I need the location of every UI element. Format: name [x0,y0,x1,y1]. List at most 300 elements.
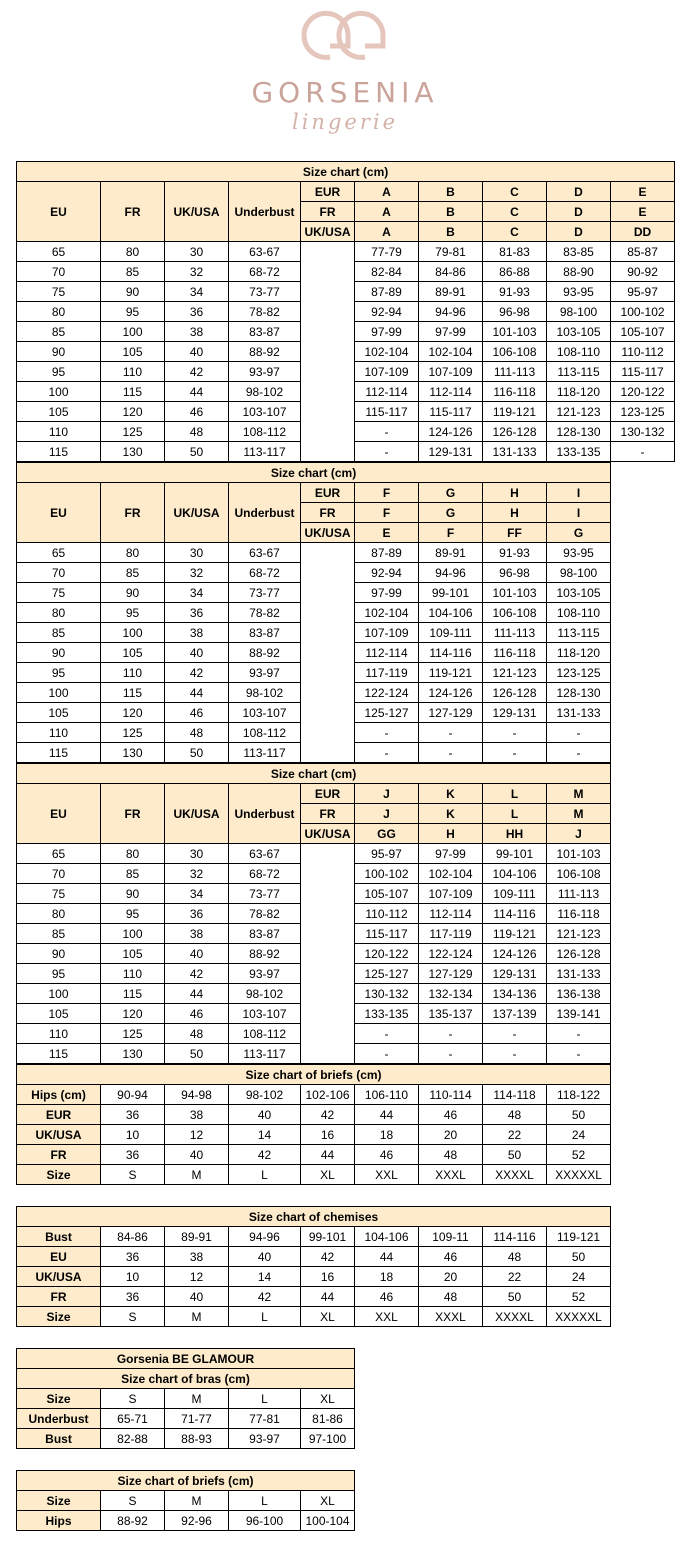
data-cell: - [355,743,419,763]
cup-size: A [355,222,419,242]
data-cell: 34 [165,884,229,904]
data-cell: 99-101 [419,583,483,603]
data-cell: 38 [165,1105,229,1125]
spacer-cell [301,964,355,984]
data-cell: 90 [101,282,165,302]
data-cell: 48 [419,1287,483,1307]
data-cell: 14 [229,1267,301,1287]
data-cell: 102-104 [355,603,419,623]
table-title: Size chart of bras (cm) [17,1369,355,1389]
data-cell: 77-81 [229,1409,301,1429]
data-cell: 114-118 [483,1085,547,1105]
cup-size: E [611,202,675,222]
data-cell: 136-138 [547,984,611,1004]
data-cell: 36 [165,302,229,322]
cup-size: I [547,483,611,503]
data-cell: 78-82 [229,603,301,623]
data-cell: 115-117 [611,362,675,382]
data-cell: 116-118 [483,382,547,402]
data-cell: 79-81 [419,242,483,262]
data-cell: 22 [483,1267,547,1287]
data-cell: - [483,1044,547,1064]
data-cell: 92-94 [355,302,419,322]
table-title: Size chart of briefs (cm) [17,1065,611,1085]
data-cell: XXL [355,1165,419,1185]
data-cell: 32 [165,262,229,282]
data-cell: 120 [101,402,165,422]
data-cell: 115 [101,683,165,703]
data-cell: 137-139 [483,1004,547,1024]
data-cell: 40 [165,1145,229,1165]
data-cell: 95-97 [611,282,675,302]
column-header: Underbust [229,182,301,242]
data-cell: 131-133 [483,442,547,462]
data-cell: 44 [355,1247,419,1267]
data-cell: 119-121 [483,402,547,422]
data-cell: 124-126 [483,944,547,964]
data-cell: 126-128 [483,422,547,442]
region-label: UK/USA [301,523,355,543]
data-cell: 103-105 [547,583,611,603]
data-cell: 89-91 [165,1227,229,1247]
data-cell: 130-132 [355,984,419,1004]
data-cell: 113-117 [229,1044,301,1064]
data-cell: 110 [17,1024,101,1044]
data-cell: 111-113 [483,362,547,382]
data-cell: 52 [547,1145,611,1165]
data-cell: 94-96 [419,302,483,322]
data-cell: 94-98 [165,1085,229,1105]
data-cell: 118-122 [547,1085,611,1105]
data-cell: 46 [165,402,229,422]
data-cell: 63-67 [229,242,301,262]
data-cell: 108-110 [547,342,611,362]
data-cell: 101-103 [483,322,547,342]
data-cell: 94-96 [419,563,483,583]
data-cell: 68-72 [229,563,301,583]
data-cell: 34 [165,583,229,603]
data-cell: 108-112 [229,1024,301,1044]
data-cell: 88-92 [229,643,301,663]
data-cell: 38 [165,322,229,342]
spacer-cell [301,844,355,864]
column-header: UK/USA [165,483,229,543]
data-cell: 48 [165,1024,229,1044]
spacer-cell [301,402,355,422]
data-cell: 80 [17,603,101,623]
data-cell: 90 [101,884,165,904]
row-label: Size [17,1491,101,1511]
data-cell: 70 [17,563,101,583]
cup-size: I [547,503,611,523]
data-cell: 98-100 [547,563,611,583]
spacer-cell [301,422,355,442]
spacer-cell [301,302,355,322]
data-cell: 71-77 [165,1409,229,1429]
data-cell: 115-117 [355,924,419,944]
data-cell: 93-97 [229,964,301,984]
data-cell: 50 [547,1105,611,1125]
data-cell: M [165,1165,229,1185]
data-cell: 40 [165,944,229,964]
data-cell: M [165,1389,229,1409]
data-cell: 80 [101,242,165,262]
spacer-cell [301,623,355,643]
data-cell: 93-97 [229,362,301,382]
data-cell: 115 [101,984,165,1004]
data-cell: 85 [17,322,101,342]
data-cell: 100 [101,322,165,342]
data-cell: 104-106 [483,864,547,884]
data-cell: M [165,1307,229,1327]
region-label: UK/USA [301,824,355,844]
data-cell: - [355,442,419,462]
data-cell: 115 [17,743,101,763]
data-cell: 117-119 [355,663,419,683]
data-cell: 52 [547,1287,611,1307]
data-cell: 127-129 [419,964,483,984]
data-cell: 16 [301,1125,355,1145]
data-cell: 18 [355,1267,419,1287]
data-cell: 36 [165,603,229,623]
data-cell: 89-91 [419,282,483,302]
data-cell: XXXXL [483,1165,547,1185]
column-header: FR [101,784,165,844]
cup-size: G [419,503,483,523]
data-cell: 48 [483,1247,547,1267]
data-cell: 87-89 [355,282,419,302]
brand-logo [0,0,690,150]
data-cell: 105 [17,402,101,422]
spacer-cell [301,703,355,723]
data-cell: 89-91 [419,543,483,563]
data-cell: 34 [165,282,229,302]
data-cell: 125-127 [355,703,419,723]
data-cell: 81-83 [483,242,547,262]
data-cell: 101-103 [547,844,611,864]
data-cell: 77-79 [355,242,419,262]
column-header: EU [17,182,101,242]
data-cell: - [355,1024,419,1044]
be-glamour-briefs-table [16,1470,355,1531]
spacer-cell [301,282,355,302]
be-glamour-bras-table [16,1348,355,1449]
data-cell: 122-124 [419,944,483,964]
data-cell: - [483,743,547,763]
data-cell: - [355,723,419,743]
data-cell: 112-114 [419,382,483,402]
cup-size: D [547,202,611,222]
data-cell: 63-67 [229,844,301,864]
data-cell: 30 [165,844,229,864]
data-cell: 46 [419,1247,483,1267]
data-cell: - [547,1024,611,1044]
data-cell: 22 [483,1125,547,1145]
data-cell: 100 [101,924,165,944]
data-cell: 16 [301,1267,355,1287]
data-cell: 130 [101,1044,165,1064]
data-cell: 36 [165,904,229,924]
data-cell: XXXL [419,1165,483,1185]
spacer-cell [301,1004,355,1024]
data-cell: 108-112 [229,422,301,442]
cup-size: E [355,523,419,543]
spacer-cell [301,563,355,583]
data-cell: 42 [165,663,229,683]
data-cell: 135-137 [419,1004,483,1024]
data-cell: 107-109 [419,884,483,904]
cup-size: G [419,483,483,503]
data-cell: 102-104 [419,342,483,362]
data-cell: 97-99 [419,322,483,342]
data-cell: 81-86 [301,1409,355,1429]
cup-size: H [419,824,483,844]
data-cell: 102-104 [355,342,419,362]
data-cell: 36 [101,1287,165,1307]
data-cell: 12 [165,1125,229,1145]
cup-size: K [419,784,483,804]
row-label: FR [17,1287,101,1307]
data-cell: 83-87 [229,924,301,944]
data-cell: 106-108 [483,603,547,623]
briefs-size-table [16,1064,611,1185]
data-cell: XL [301,1165,355,1185]
data-cell: 78-82 [229,904,301,924]
data-cell: 115 [17,1044,101,1064]
data-cell: 114-116 [483,904,547,924]
data-cell: 32 [165,864,229,884]
brand-name: GORSENIA [251,76,439,109]
data-cell: 90 [17,643,101,663]
data-cell: 32 [165,563,229,583]
data-cell: 12 [165,1267,229,1287]
data-cell: 85 [101,563,165,583]
data-cell: 30 [165,543,229,563]
data-cell: 75 [17,583,101,603]
data-cell: 111-113 [547,884,611,904]
cup-size: B [419,222,483,242]
data-cell: 95 [101,904,165,924]
row-label: EUR [17,1105,101,1125]
data-cell: 106-108 [483,342,547,362]
data-cell: 112-114 [355,382,419,402]
data-cell: 95 [17,362,101,382]
data-cell: 112-114 [355,643,419,663]
spacer-cell [301,683,355,703]
data-cell: 131-133 [547,703,611,723]
data-cell: - [483,1024,547,1044]
data-cell: 128-130 [547,422,611,442]
data-cell: 70 [17,864,101,884]
data-cell: 95 [17,964,101,984]
data-cell: 103-107 [229,703,301,723]
data-cell: - [547,743,611,763]
data-cell: 102-104 [419,864,483,884]
data-cell: 133-135 [355,1004,419,1024]
column-header: EU [17,483,101,543]
data-cell: 100 [17,984,101,1004]
data-cell: 10 [101,1267,165,1287]
data-cell: 96-98 [483,563,547,583]
data-cell: 120-122 [355,944,419,964]
data-cell: 24 [547,1125,611,1145]
data-cell: XXL [355,1307,419,1327]
data-cell: 50 [165,743,229,763]
cup-size: FF [483,523,547,543]
data-cell: 86-88 [483,262,547,282]
data-cell: 73-77 [229,583,301,603]
data-cell: 114-116 [419,643,483,663]
data-cell: 68-72 [229,262,301,282]
data-cell: 48 [419,1145,483,1165]
data-cell: 48 [165,723,229,743]
data-cell: 88-92 [101,1511,165,1531]
row-label: Size [17,1165,101,1185]
spacer-cell [301,262,355,282]
column-header: Underbust [229,483,301,543]
row-label: Size [17,1307,101,1327]
data-cell: 75 [17,282,101,302]
data-cell: 105-107 [611,322,675,342]
data-cell: 124-126 [419,422,483,442]
data-cell: 38 [165,924,229,944]
data-cell: 20 [419,1125,483,1145]
data-cell: 90 [17,342,101,362]
data-cell: 38 [165,1247,229,1267]
data-cell: - [419,743,483,763]
spacer-cell [301,984,355,1004]
data-cell: 116-118 [547,904,611,924]
data-cell: 88-92 [229,944,301,964]
data-cell: 91-93 [483,282,547,302]
data-cell: 83-87 [229,623,301,643]
data-cell: 114-116 [483,1227,547,1247]
data-cell: 40 [165,643,229,663]
data-cell: 94-96 [229,1227,301,1247]
data-cell: 80 [101,543,165,563]
data-cell: 109-111 [483,884,547,904]
data-cell: XL [301,1389,355,1409]
data-cell: 118-120 [547,382,611,402]
data-cell: 44 [165,984,229,1004]
data-cell: 99-101 [483,844,547,864]
data-cell: 88-93 [165,1429,229,1449]
data-cell: 121-123 [483,663,547,683]
gg-monogram-icon [0,0,690,80]
data-cell: S [101,1165,165,1185]
data-cell: 42 [229,1145,301,1165]
spacer-cell [301,1044,355,1064]
data-cell: 130 [101,743,165,763]
data-cell: 85 [101,262,165,282]
data-cell: - [419,1024,483,1044]
data-cell: 107-109 [355,362,419,382]
data-cell: XL [301,1307,355,1327]
data-cell: - [547,723,611,743]
data-cell: 10 [101,1125,165,1145]
data-cell: 115 [101,382,165,402]
data-cell: 40 [229,1105,301,1125]
data-cell: 83-87 [229,322,301,342]
cup-size: L [483,804,547,824]
data-cell: 113-115 [547,362,611,382]
data-cell: L [229,1389,301,1409]
data-cell: 106-110 [355,1085,419,1105]
data-cell: 103-105 [547,322,611,342]
data-cell: 44 [165,382,229,402]
data-cell: 110-114 [419,1085,483,1105]
data-cell: 126-128 [547,944,611,964]
data-cell: 65 [17,242,101,262]
data-cell: 112-114 [419,904,483,924]
data-cell: 96-100 [229,1511,301,1531]
row-label: Underbust [17,1409,101,1429]
data-cell: 14 [229,1125,301,1145]
data-cell: 84-86 [101,1227,165,1247]
data-cell: 125 [101,422,165,442]
data-cell: S [101,1389,165,1409]
cup-size: F [355,483,419,503]
data-cell: 119-121 [547,1227,611,1247]
data-cell: 104-106 [355,1227,419,1247]
column-header: Underbust [229,784,301,844]
data-cell: 73-77 [229,282,301,302]
data-cell: 98-100 [547,302,611,322]
data-cell: 46 [355,1287,419,1307]
data-cell: 97-99 [419,844,483,864]
data-cell: 123-125 [611,402,675,422]
data-cell: 95 [101,603,165,623]
data-cell: 129-131 [483,964,547,984]
data-cell: 46 [165,703,229,723]
data-cell: 123-125 [547,663,611,683]
data-cell: 126-128 [483,683,547,703]
data-cell: 30 [165,242,229,262]
data-cell: 106-108 [547,864,611,884]
data-cell: - [547,1044,611,1064]
row-label: Bust [17,1227,101,1247]
data-cell: 40 [229,1247,301,1267]
data-cell: 80 [17,904,101,924]
data-cell: 50 [165,442,229,462]
data-cell: 82-84 [355,262,419,282]
data-cell: 85 [101,864,165,884]
row-label: Size [17,1389,101,1409]
region-label: UK/USA [301,222,355,242]
data-cell: 127-129 [419,703,483,723]
data-cell: 113-117 [229,743,301,763]
row-label: FR [17,1145,101,1165]
data-cell: L [229,1307,301,1327]
data-cell: 42 [165,362,229,382]
data-cell: 24 [547,1267,611,1287]
spacer-cell [301,884,355,904]
column-header: UK/USA [165,182,229,242]
cup-size: F [419,523,483,543]
row-label: UK/USA [17,1267,101,1287]
data-cell: 131-133 [547,964,611,984]
spacer-cell [301,242,355,262]
data-cell: 139-141 [547,1004,611,1024]
data-cell: 121-123 [547,924,611,944]
region-label: FR [301,202,355,222]
data-cell: 119-121 [483,924,547,944]
data-cell: 36 [101,1105,165,1125]
spacer-cell [301,723,355,743]
data-cell: 91-93 [483,543,547,563]
data-cell: 105 [17,1004,101,1024]
data-cell: 42 [165,964,229,984]
